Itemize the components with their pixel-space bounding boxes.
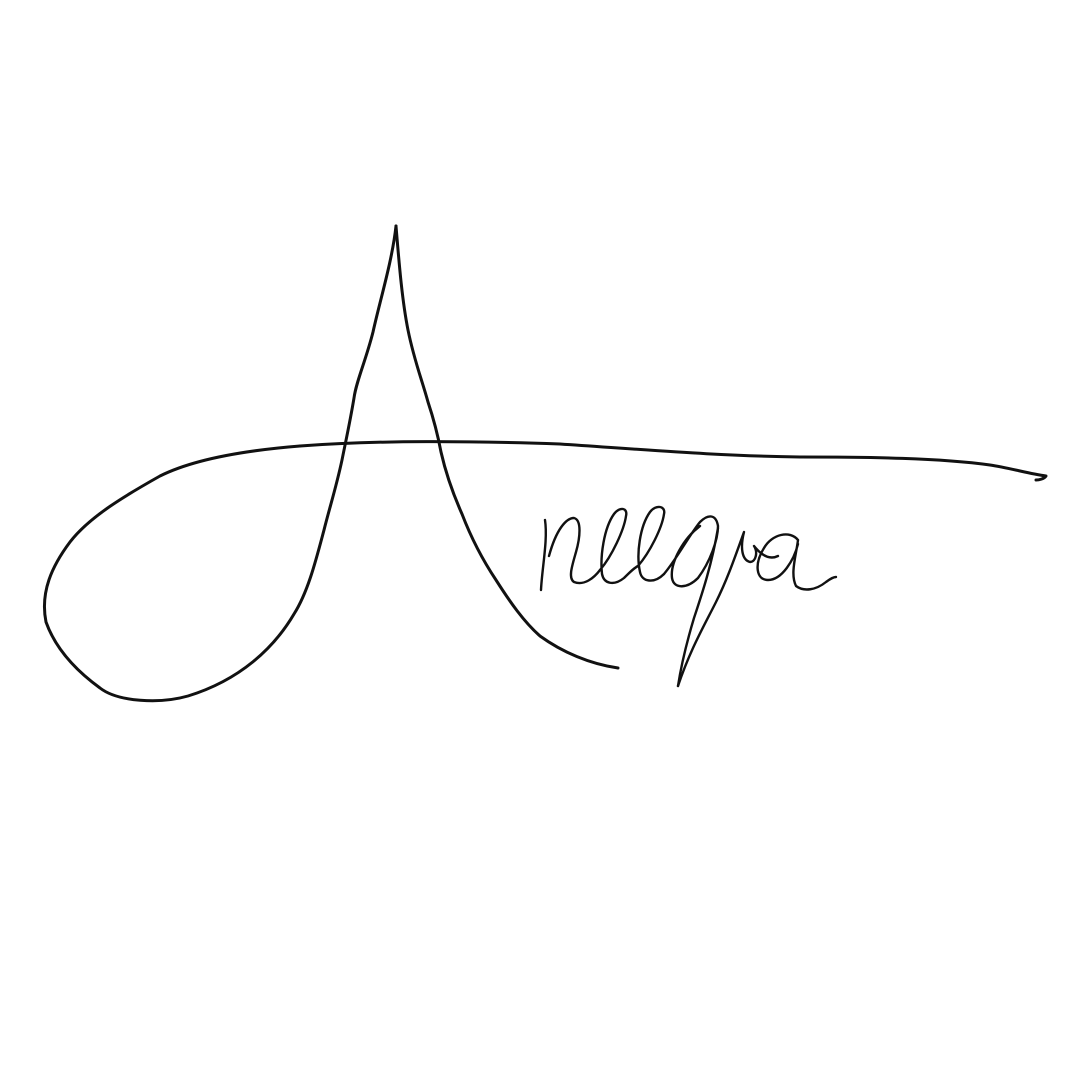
signature-letter-r xyxy=(678,532,778,686)
signature-crossbar-stroke xyxy=(300,442,1046,480)
signature-letter-e-1 xyxy=(600,509,638,583)
signature-loop-stroke xyxy=(44,226,396,701)
signature-letter-g xyxy=(664,516,718,686)
signature-letter-n xyxy=(541,518,600,590)
signature-letter-a xyxy=(758,534,836,589)
signature-letter-e-2 xyxy=(638,507,664,581)
